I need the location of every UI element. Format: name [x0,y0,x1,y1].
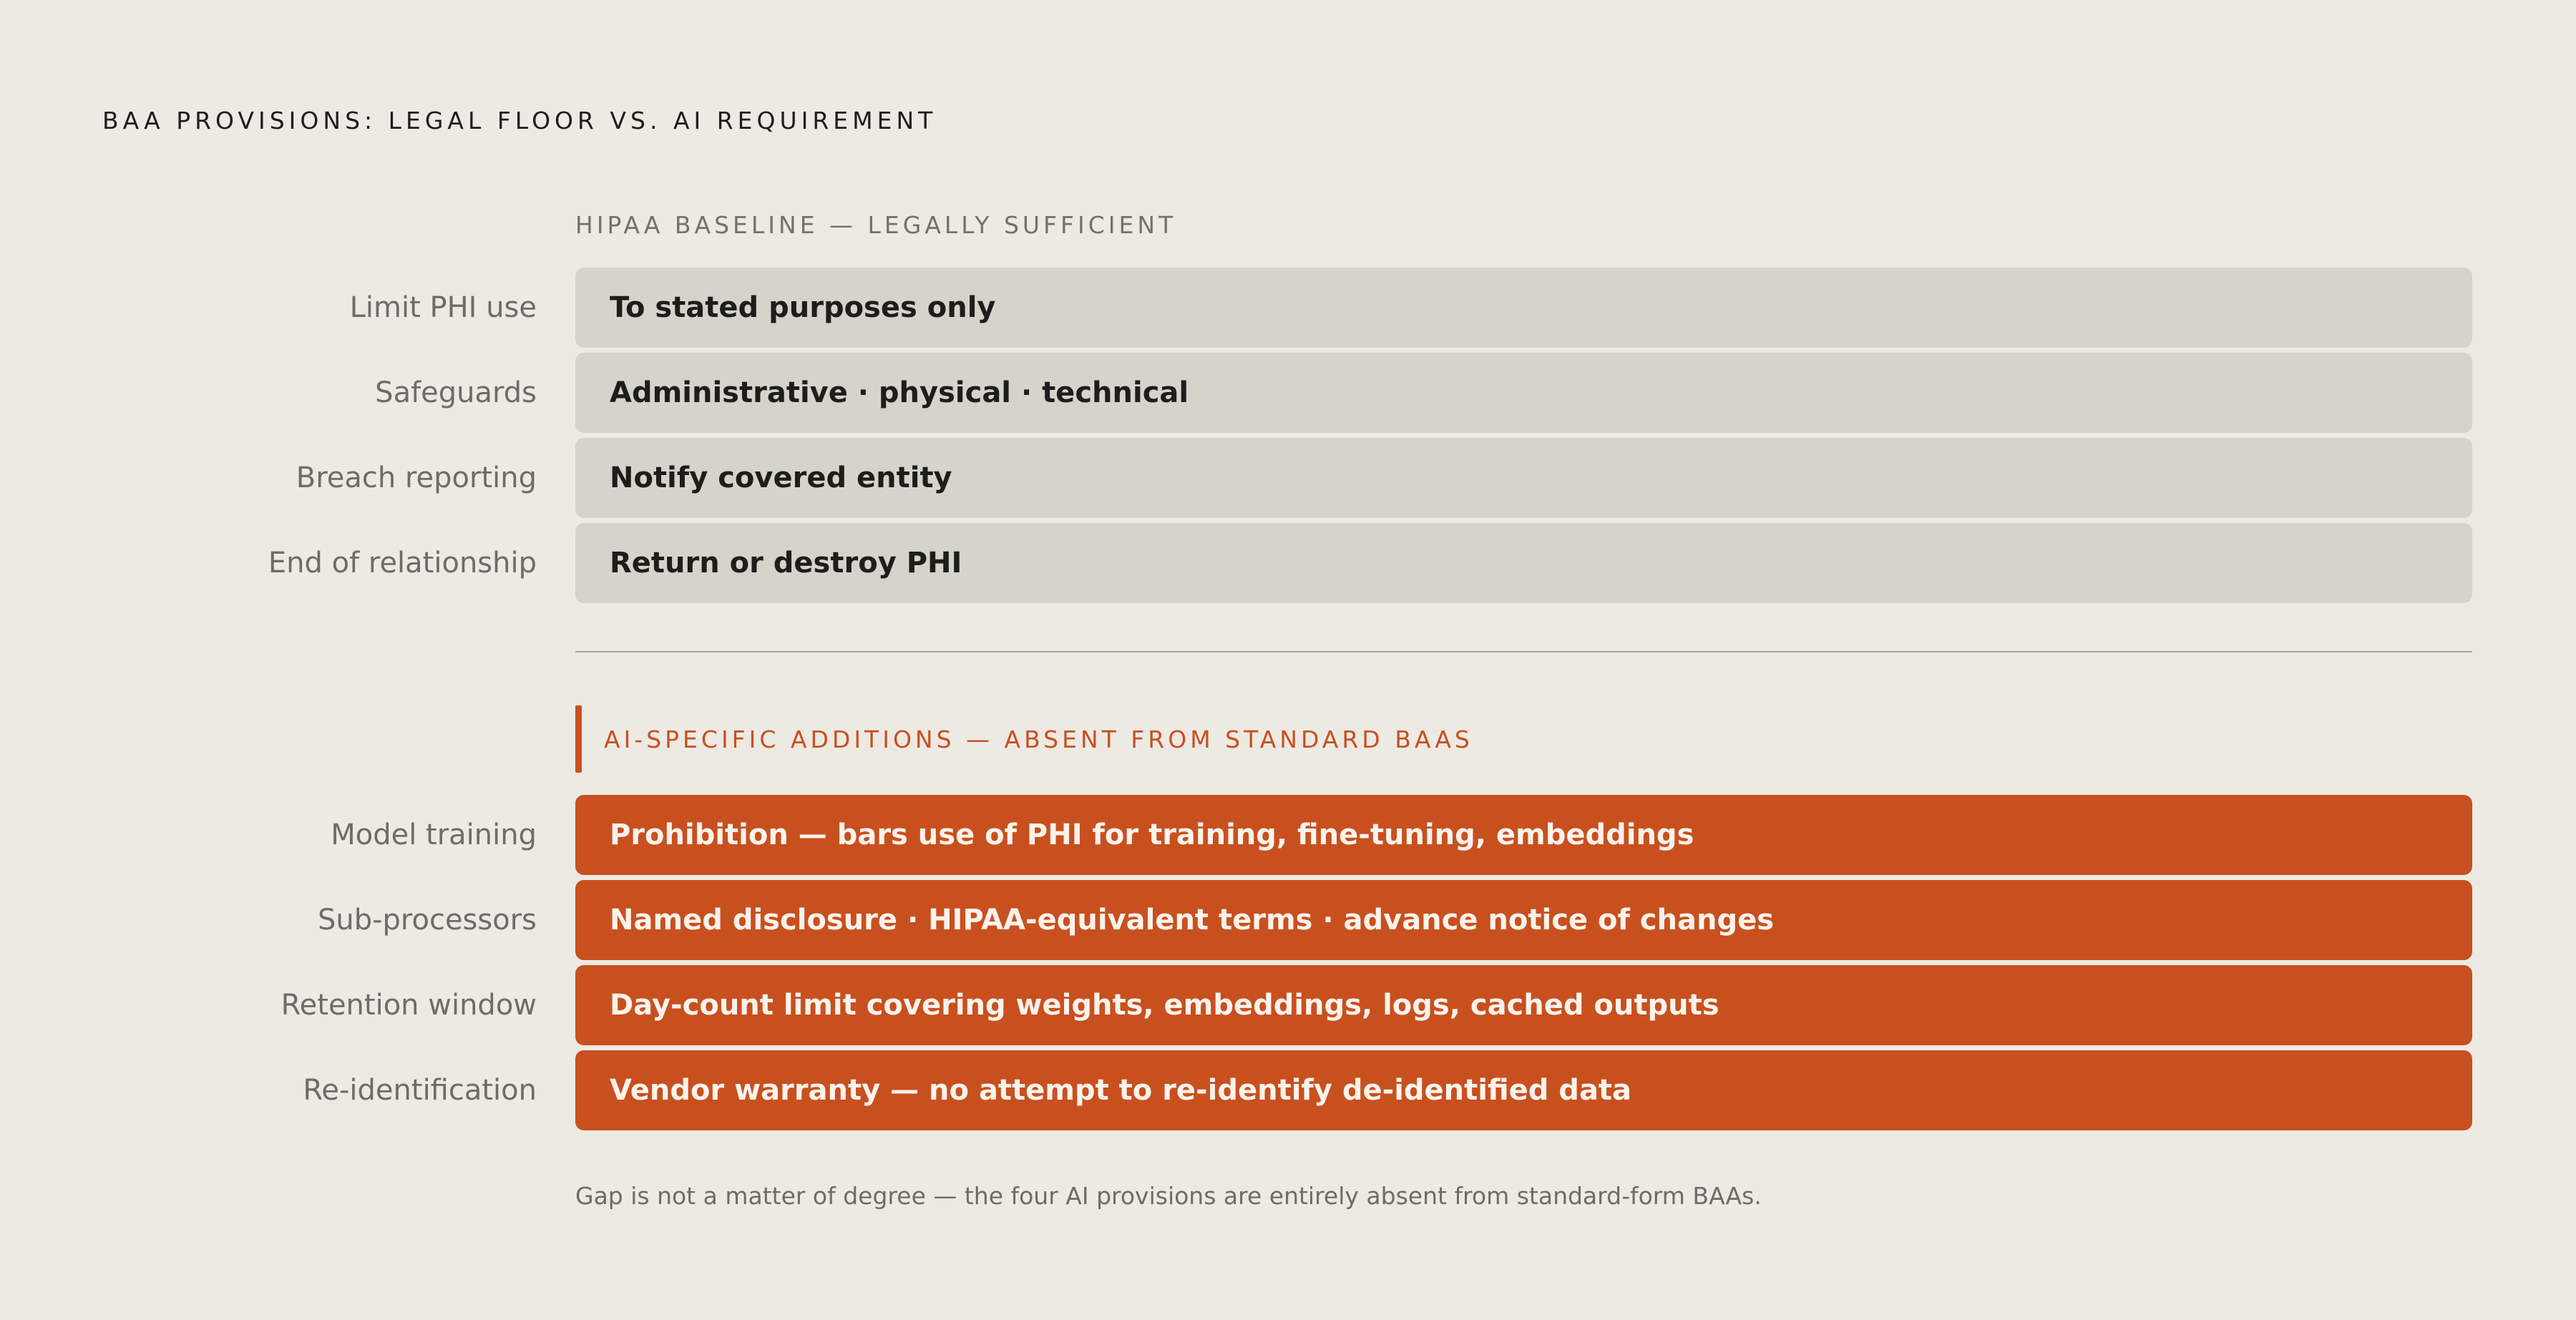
row-label-retention-window: Retention window [280,989,537,1022]
ai-provision-retention-window: Day-count limit covering weights, embeddings, logs, cached outputs [575,965,2472,1045]
ai-section-header [575,705,1473,773]
baseline-provision-breach-reporting: Notify covered entity [575,438,2472,518]
row-label-re-identification: Re-identification [303,1074,537,1107]
row-label-sub-processors: Sub-processors [317,904,537,937]
baseline-provision-limit-phi-use: To stated purposes only [575,268,2472,348]
baseline-provision-end-of-relationship: Return or destroy PHI [575,523,2472,603]
ai-provision-model-training: Prohibition — bars use of PHI for training, fine-tuning, embeddings [575,795,2472,875]
baseline-section-header: HIPAA BASELINE — LEGALLY SUFFICIENT [575,211,1177,239]
ai-provision-re-identification: Vendor warranty — no attempt to re-identify de-identified data [575,1050,2472,1130]
section-divider [575,651,2472,652]
page-title: BAA PROVISIONS: LEGAL FLOOR VS. AI REQUIREMENT [102,107,937,135]
row-label-end-of-relationship: End of relationship [268,547,537,580]
accent-bar [575,705,582,773]
ai-section-header-text: AI-SPECIFIC ADDITIONS — ABSENT FROM STANDARD BAAS [604,725,1473,753]
row-label-model-training: Model training [331,818,537,851]
row-label-limit-phi-use: Limit PHI use [349,291,537,324]
footnote: Gap is not a matter of degree — the four AI provisions are entirely absent from standard-form BAAs. [575,1182,1762,1210]
row-label-breach-reporting: Breach reporting [296,461,537,494]
ai-provision-sub-processors: Named disclosure · HIPAA-equivalent terms · advance notice of changes [575,880,2472,960]
row-label-safeguards: Safeguards [375,376,537,409]
baseline-provision-safeguards: Administrative · physical · technical [575,353,2472,433]
